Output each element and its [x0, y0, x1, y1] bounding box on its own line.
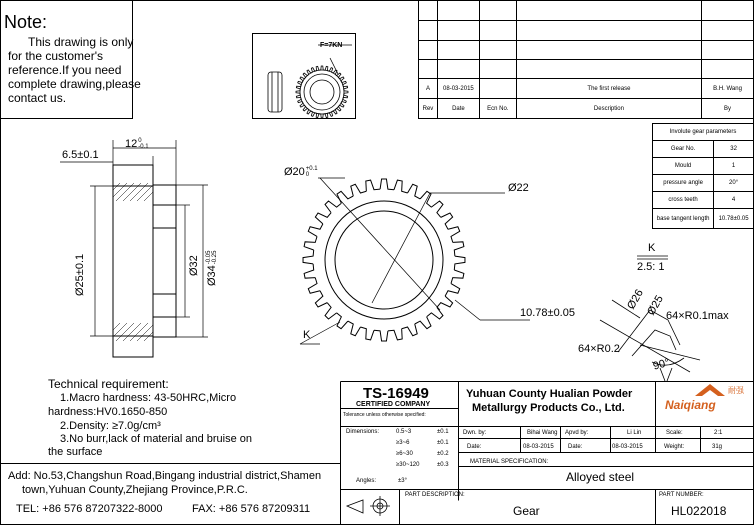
detail-k-title: K [648, 242, 656, 254]
param-value: 32 [714, 141, 754, 158]
tech-line: the surface [48, 446, 103, 458]
section-k-label: K [303, 329, 311, 341]
detail-angle: 90° [651, 356, 671, 373]
dim-value: Ø20 [284, 165, 305, 178]
gear-parameter-table [652, 123, 754, 229]
tolerance-range: 0.5~3 [396, 429, 412, 435]
revision-header-row [419, 99, 754, 119]
address-line: Add: No.53,Changshun Road,Bingang industrial district,Shamen [8, 470, 322, 482]
scale-label: Scale: [666, 430, 683, 436]
param-value: 20° [714, 175, 754, 192]
param-value: 10.78±0.05 [714, 209, 754, 229]
drawn-by-label: Dwn. by: [463, 430, 487, 436]
part-description-label: PART DESCRIPTION: [405, 492, 465, 498]
tol-upper: +0.1 [305, 166, 318, 172]
dim-value: Ø34 [205, 265, 218, 286]
material-label: MATERIAL SPECIFICATION: [470, 459, 549, 465]
part-number-value: HL022018 [671, 504, 727, 518]
weight-value: 31g [712, 444, 723, 450]
tolerance-title: Tolerance unless otherwise specified: [343, 412, 426, 418]
tolerance-dim-label: Dimensions: [346, 429, 380, 435]
detail-scale: 2.5: 1 [637, 261, 665, 273]
gear-tooth-profile [303, 179, 465, 341]
rev-ecn-cell [479, 79, 516, 99]
tech-title: Technical requirement: [48, 377, 169, 391]
tolerance-value: ±0.1 [437, 440, 449, 446]
param-label: pressure angle [653, 175, 714, 192]
dim-bore-20 [284, 166, 318, 178]
dim-width-12 [125, 138, 149, 150]
rev-header: Ecn No. [479, 99, 516, 119]
param-value: 1 [714, 158, 754, 175]
revision-row [419, 79, 754, 99]
date-label: Date: [568, 444, 583, 450]
tech-line: 3.No burr,lack of material and bruise on [60, 433, 252, 445]
dim-dia-22: Ø22 [508, 182, 529, 194]
tolerance-range: ≥6~30 [396, 451, 413, 457]
note-line: contact us. [8, 91, 67, 105]
tolerance-range: ≥30~120 [396, 462, 420, 468]
note-title: Note: [4, 12, 48, 32]
angles-label: Angles: [356, 478, 377, 484]
approved-by-label: Apvd by: [565, 430, 589, 436]
drawn-by-value: Bihai Wang [527, 430, 558, 436]
detail-dia-25: Ø25 [645, 293, 666, 318]
phone-number: TEL: +86 576 87207322-8000 [16, 503, 163, 515]
tech-line: 1.Macro hardness: 43-50HRC,Micro [60, 392, 237, 404]
fax-number: FAX: +86 576 87209311 [192, 503, 311, 515]
projection-symbol [347, 496, 390, 516]
tolerance-range: ≥3~6 [396, 440, 410, 446]
approved-by-value: Li Lin [627, 430, 642, 436]
rev-header: By [702, 99, 754, 119]
company-name-line2: Metallurgy Products Co., Ltd. [472, 402, 625, 414]
rev-header: Date [437, 99, 479, 119]
weight-label: Weight: [664, 444, 685, 450]
part-number-label: PART NUMBER: [659, 492, 704, 498]
angles-value: ±3° [398, 478, 408, 484]
logo-text: Naiqiang [665, 398, 716, 412]
tol-lower: -0.1 [138, 144, 149, 150]
tolerance-value: ±0.2 [437, 451, 449, 457]
note-line: reference.If you need [8, 63, 122, 77]
material-value: Alloyed steel [566, 470, 635, 484]
gear-teeth [303, 179, 465, 341]
dim-base-tangent: 10.78±0.05 [520, 307, 575, 319]
tech-line: 2.Density: ≥7.0g/cm³ [60, 420, 161, 432]
tol-upper: 0 [138, 138, 142, 144]
rev-header: Description [516, 99, 701, 119]
detail-radius-01: 64×R0.1max [666, 310, 729, 322]
tol-upper: -0.05 [206, 250, 212, 265]
company-logo-mark [695, 384, 725, 396]
param-label: Gear No. [653, 141, 714, 158]
param-label: cross teeth [653, 192, 714, 209]
logo-cn-text: 耐强 [728, 386, 744, 395]
approved-date-value: 08-03-2015 [612, 444, 643, 450]
tol-lower: -0.25 [212, 250, 218, 265]
rev-date-cell: 08-03-2015 [437, 79, 479, 99]
part-description-value: Gear [513, 504, 540, 518]
tolerance-value: ±0.3 [437, 462, 449, 468]
param-value: 4 [714, 192, 754, 209]
company-name-line1: Yuhuan County Hualian Powder [466, 388, 633, 400]
tol-lower: 0 [305, 172, 310, 178]
address-line: town,Yuhuan County,Zhejiang Province,P.R.C. [22, 484, 248, 496]
cert-subtitle: CERTIFIED COMPANY [356, 401, 431, 408]
tolerance-value: ±0.1 [437, 429, 449, 435]
note-line: This drawing is only [28, 35, 134, 49]
rev-by-cell: B.H. Wang [702, 79, 754, 99]
gear-params-title: Involute gear parameters [653, 124, 754, 141]
dim-dia-34 [206, 251, 218, 286]
note-line: complete drawing,please [8, 77, 141, 91]
rev-description-cell: The first release [516, 79, 701, 99]
dim-value: 12 [125, 137, 138, 150]
tech-line: hardness:HV0.1650-850 [48, 406, 168, 418]
dim-width-6-5: 6.5±0.1 [62, 149, 99, 161]
param-label: Mould [653, 158, 714, 175]
detail-radius-02: 64×R0.2 [578, 343, 620, 355]
detail-dia-26: Ø26 [625, 287, 646, 312]
dim-dia-25: Ø25±0.1 [74, 253, 86, 296]
date-label: Date: [467, 444, 482, 450]
param-label: base tangent length [653, 209, 714, 229]
scale-value: 2:1 [714, 430, 723, 436]
cert-title: TS-16949 [363, 385, 429, 402]
note-line: for the customer's [8, 49, 103, 63]
dim-dia-32: Ø32 [188, 255, 200, 276]
revision-table [418, 0, 754, 119]
rev-cell: A [419, 79, 438, 99]
force-label: F=7KN [320, 42, 343, 49]
drawn-date-value: 08-03-2015 [523, 444, 554, 450]
rev-header: Rev [419, 99, 438, 119]
